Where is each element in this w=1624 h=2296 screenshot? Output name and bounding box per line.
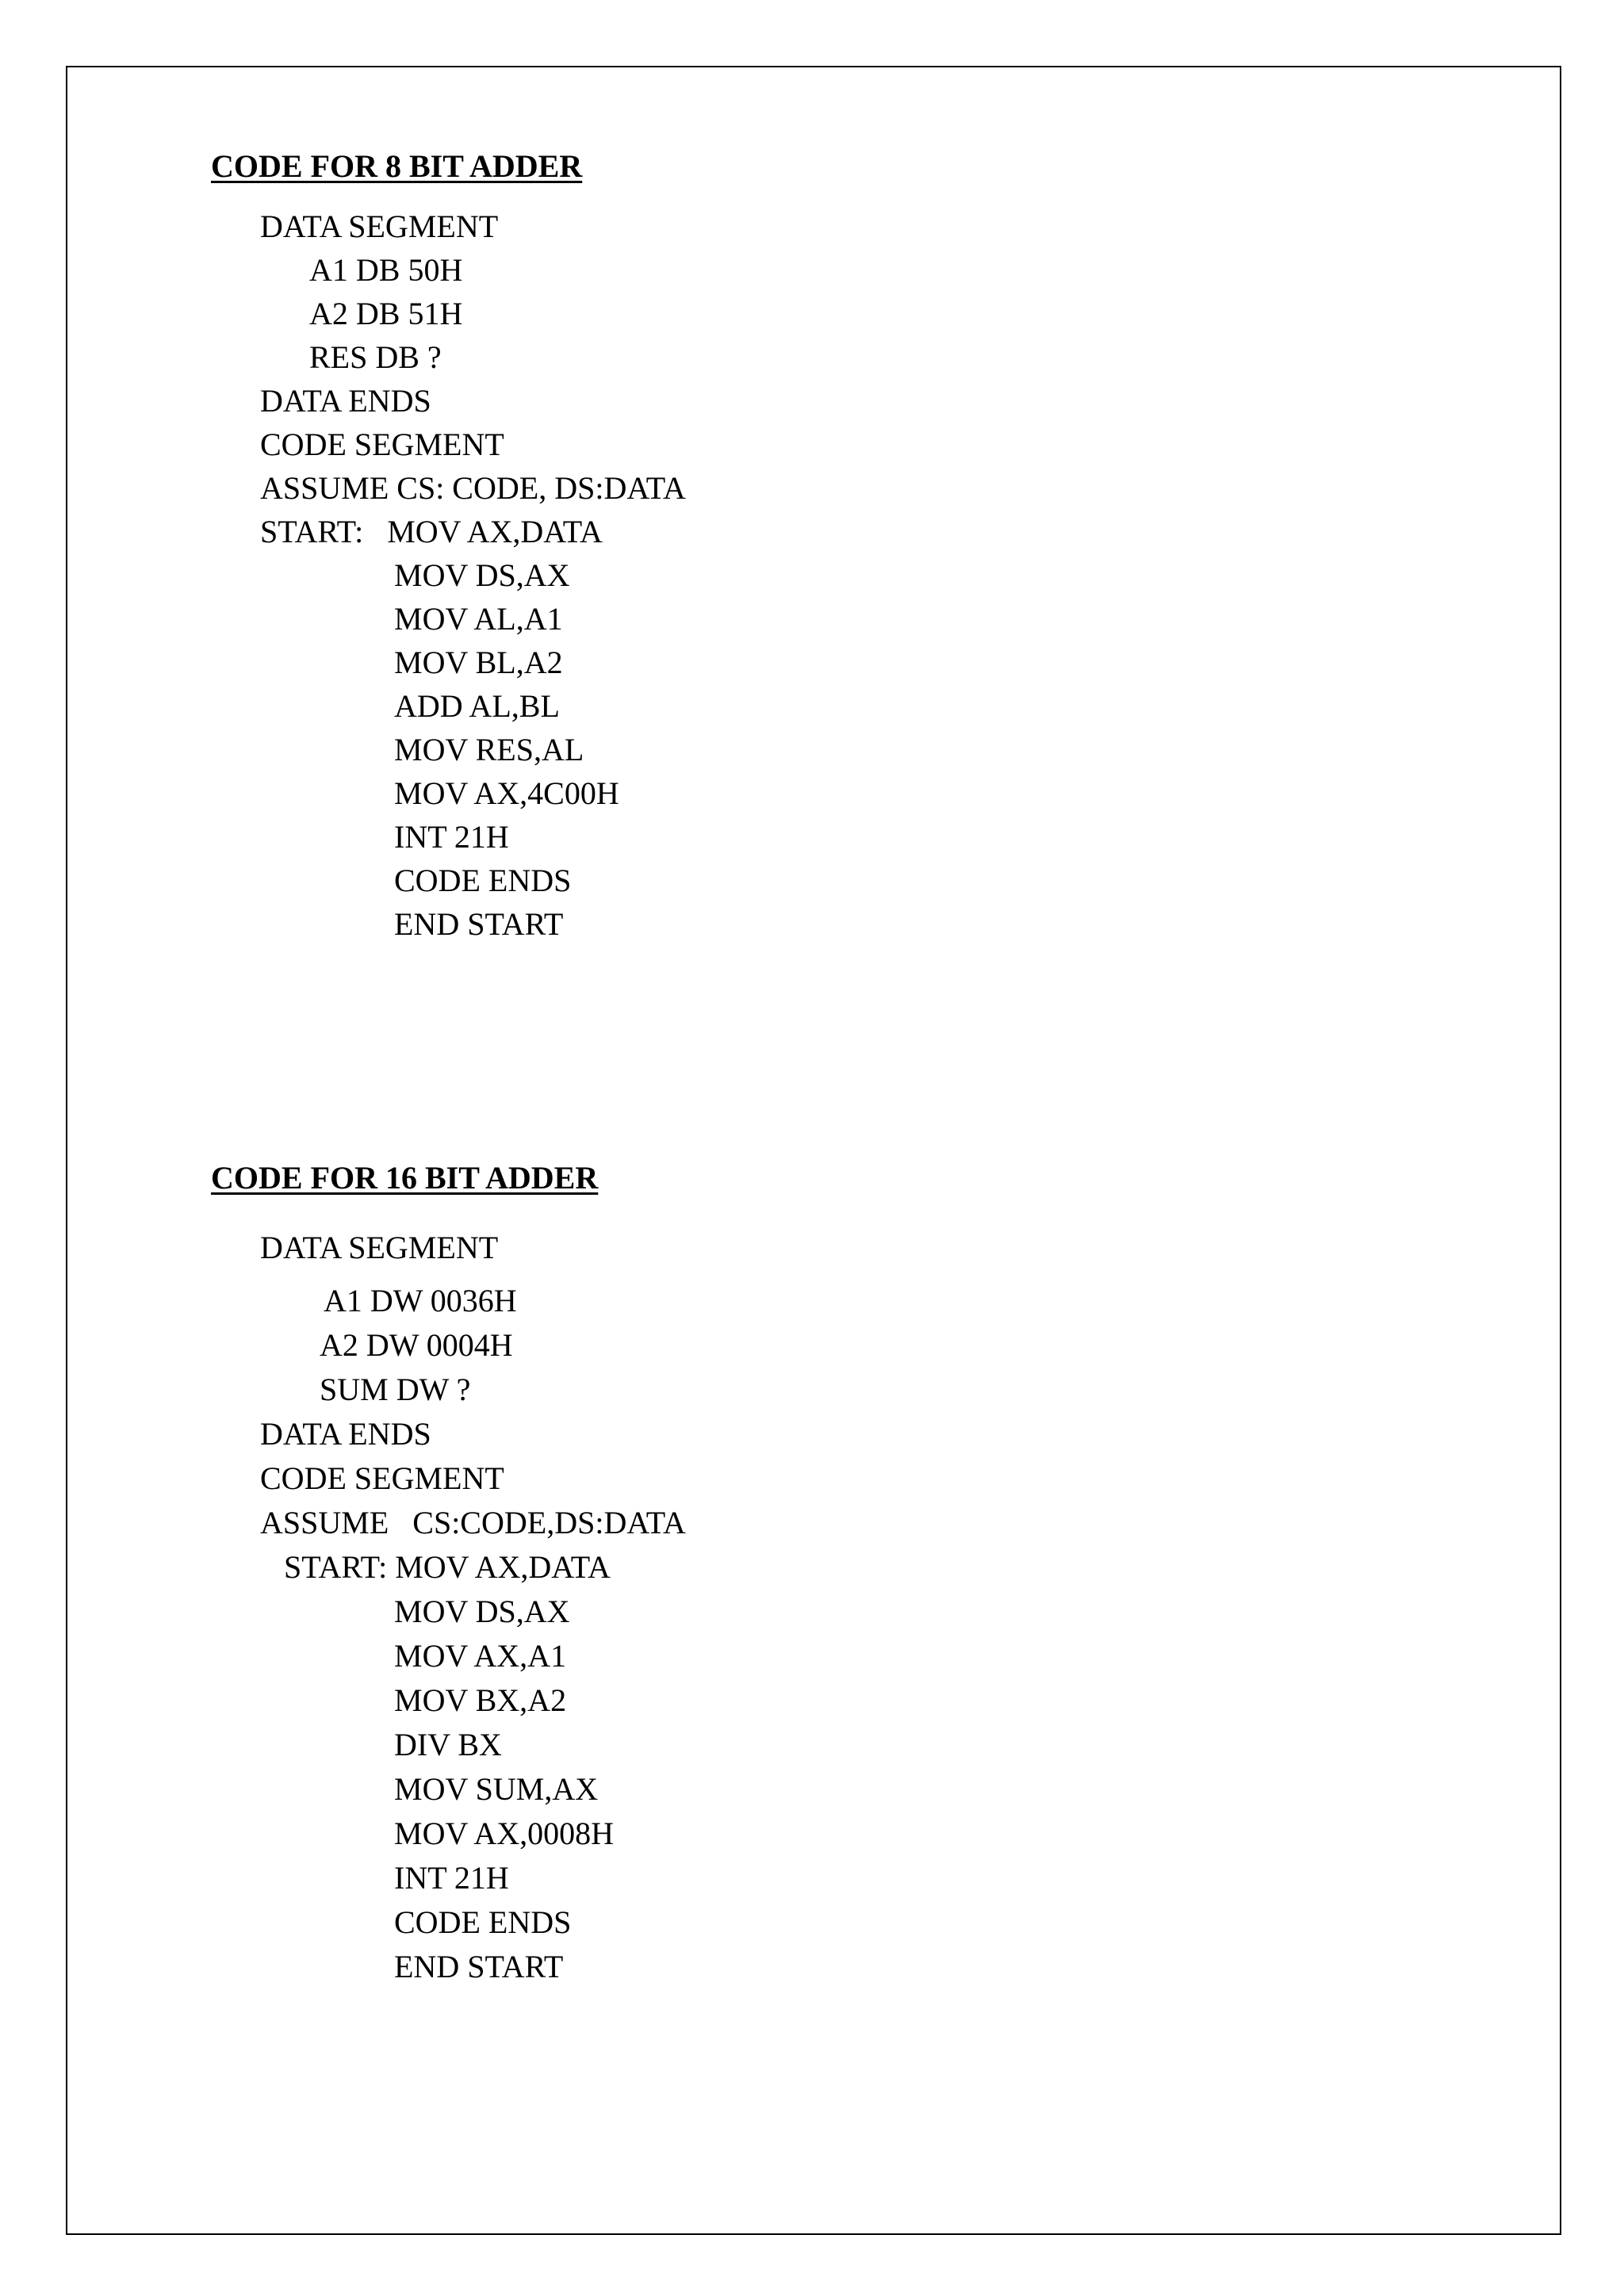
section-heading-16-bit-adder: CODE FOR 16 BIT ADDER: [211, 1160, 599, 1196]
code-line: DATA ENDS: [260, 383, 431, 419]
code-line: MOV AX,0008H: [394, 1816, 615, 1851]
code-line: CODE SEGMENT: [260, 427, 504, 462]
code-line: MOV DS,AX: [394, 1594, 570, 1629]
code-line: END START: [394, 1949, 564, 1984]
code-line: MOV AX,A1: [394, 1638, 567, 1674]
code-line: DATA ENDS: [260, 1416, 431, 1452]
code-line: A1 DW 0036H: [324, 1283, 517, 1318]
code-line: ADD AL,BL: [394, 688, 560, 724]
code-line: START: MOV AX,DATA: [260, 514, 603, 549]
code-line: CODE SEGMENT: [260, 1460, 504, 1496]
code-line: RES DB ?: [309, 339, 442, 375]
code-line: MOV DS,AX: [394, 557, 570, 593]
section-heading-8-bit-adder: CODE FOR 8 BIT ADDER: [211, 148, 583, 184]
code-line: A1 DB 50H: [309, 252, 463, 288]
code-line: MOV RES,AL: [394, 732, 584, 767]
code-line: DATA SEGMENT: [260, 209, 499, 244]
code-line: INT 21H: [394, 1860, 509, 1896]
code-line: CODE ENDS: [394, 863, 572, 898]
code-line: DATA SEGMENT: [260, 1230, 499, 1265]
code-line: INT 21H: [394, 819, 509, 855]
code-line: END START: [394, 906, 564, 942]
code-line: MOV AX,4C00H: [394, 775, 619, 811]
code-line: START: MOV AX,DATA: [284, 1549, 611, 1585]
code-line: MOV AL,A1: [394, 601, 563, 637]
code-line: A2 DB 51H: [309, 296, 463, 331]
code-line: CODE ENDS: [394, 1904, 572, 1940]
code-line: MOV SUM,AX: [394, 1771, 599, 1807]
code-line: A2 DW 0004H: [320, 1327, 513, 1363]
code-line: ASSUME CS:CODE,DS:DATA: [260, 1505, 686, 1540]
code-line: MOV BL,A2: [394, 645, 563, 680]
code-line: DIV BX: [394, 1727, 502, 1762]
code-line: MOV BX,A2: [394, 1682, 567, 1718]
code-line: SUM DW ?: [320, 1372, 471, 1407]
code-line: ASSUME CS: CODE, DS:DATA: [260, 470, 686, 506]
